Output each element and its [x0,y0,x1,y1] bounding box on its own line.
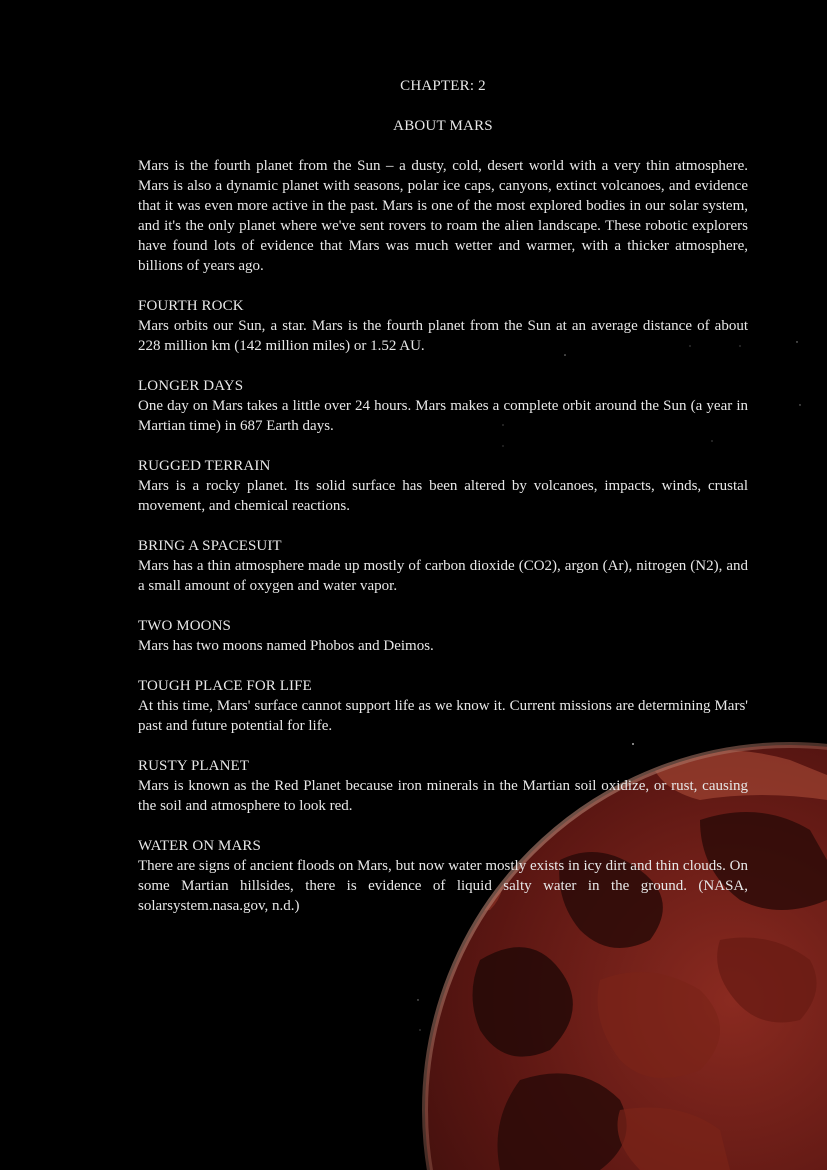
section-heading: FOURTH ROCK [138,298,244,314]
section-body: One day on Mars takes a little over 24 hours. Mars makes a complete orbit around the Sun (a year in Martian time) in 687 Earth days. [138,398,748,434]
section-heading: TOUGH PLACE FOR LIFE [138,678,312,694]
section-fourth-rock [138,296,748,356]
intro-paragraph: Mars is the fourth planet from the Sun – a dusty, cold, desert world with a very thin atmosphere. Mars is also a dynamic planet with seasons, polar ice caps, canyons, extinct volcanoes, and evidence that it was even more active in the past. Mars is one of the most explored bodies in our solar system, and it's the only planet where we've sent rovers to roam the alien landscape. These robotic explorers have found lots of evidence that Mars was much wetter and warmer, with a thicker atmosphere, billions of years ago. [138,158,748,274]
section-tough-place-for-life [138,676,748,736]
section-heading: TWO MOONS [138,618,231,634]
section-heading: RUSTY PLANET [138,758,250,774]
section-body: Mars is a rocky planet. Its solid surface has been altered by volcanoes, impacts, winds, crustal movement, and chemical reactions. [138,478,748,514]
section-body: Mars has two moons named Phobos and Deimos. [138,638,434,654]
section-body: Mars is known as the Red Planet because iron minerals in the Martian soil oxidize, or rust, causing the soil and atmosphere to look red. [138,778,748,814]
section-body: Mars has a thin atmosphere made up mostly of carbon dioxide (CO2), argon (Ar), nitrogen (N2), and a small amount of oxygen and water vapor. [138,558,748,594]
section-two-moons [138,616,748,656]
section-bring-a-spacesuit [138,536,748,596]
section-heading: LONGER DAYS [138,378,244,394]
chapter-title: ABOUT MARS [393,118,493,134]
section-water-on-mars [138,836,748,916]
section-longer-days [138,376,748,436]
section-rusty-planet [138,756,748,816]
section-body: At this time, Mars' surface cannot support life as we know it. Current missions are determining Mars' past and future potential for life. [138,698,748,734]
section-heading: BRING A SPACESUIT [138,538,282,554]
chapter-label: CHAPTER: 2 [400,78,486,94]
section-body: Mars orbits our Sun, a star. Mars is the fourth planet from the Sun at an average distance of about 228 million km (142 million miles) or 1.52 AU. [138,318,748,354]
section-heading: WATER ON MARS [138,838,261,854]
section-heading: RUGGED TERRAIN [138,458,271,474]
section-rugged-terrain [138,456,748,516]
section-body: There are signs of ancient floods on Mars, but now water mostly exists in icy dirt and thin clouds. On some Martian hillsides, there is evidence of liquid salty water in the ground. (NASA, solarsystem.nasa.gov, n.d.) [138,858,748,914]
